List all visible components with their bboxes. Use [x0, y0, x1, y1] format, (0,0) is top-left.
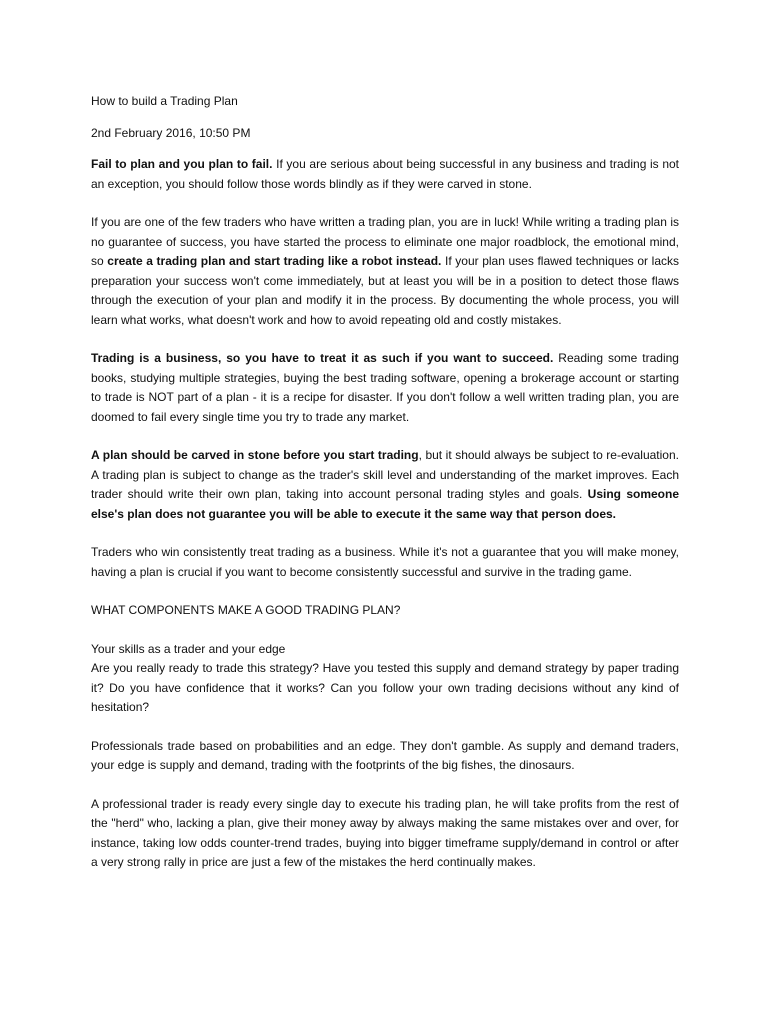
paragraph-4-bold-1: A plan should be carved in stone before you start trading	[91, 448, 419, 462]
paragraph-1	[91, 155, 679, 194]
paragraph-2-text-1: If you are one of the few traders who have written a trading plan, you are in luck! While writing a trading plan is no guarantee of success, you have started the process to eliminate one major roadblock, the emotional mind, so	[91, 215, 679, 268]
paragraph-4-text: , but it should always be subject to re-evaluation. A trading plan is subject to change as the trader's skill level and understanding of the market improves. Each trader should write their own plan, taking into account personal trading styles and goals.	[91, 448, 679, 501]
document-date: 2nd February 2016, 10:50 PM	[91, 125, 251, 140]
paragraph-1-text: If you are serious about being successful in any business and trading is not an exception, you should follow those words blindly as if they were carved in stone.	[91, 157, 679, 191]
paragraph-2	[91, 213, 679, 330]
section-heading: WHAT COMPONENTS MAKE A GOOD TRADING PLAN?	[91, 603, 401, 617]
paragraph-2-text-2: If your plan uses flawed techniques or lacks preparation your success won't come immediately, but at least you will be in a position to detect those flaws through the execution of your plan and modify it in the process. By documenting the whole process, you will learn what works, what doesn't work and how to avoid repeating old and costly mistakes.	[91, 254, 680, 327]
section-subheading: Your skills as a trader and your edge	[91, 641, 286, 656]
paragraph-3-text: Reading some trading books, studying multiple strategies, buying the best trading software, opening a brokerage account or starting to trade is NOT part of a plan - it is a recipe for disaster. If you don't follow a well written trading plan, you are doomed to fail every single time you try to trade any market.	[91, 351, 679, 424]
paragraph-5: Traders who win consistently treat trading as a business. While it's not a guarantee that you will make money, having a plan is crucial if you want to become consistently successful and survive in the trading game.	[91, 545, 679, 579]
paragraph-4	[91, 446, 679, 524]
paragraph-3-bold: Trading is a business, so you have to treat it as such if you want to succeed.	[91, 351, 554, 365]
paragraph-6: Are you really ready to trade this strategy? Have you tested this supply and demand strategy by paper trading it? Do you have confidence that it works? Can you follow your own trading decisions without any kind of hesitation?	[91, 661, 679, 714]
paragraph-8: A professional trader is ready every single day to execute his trading plan, he will take profits from the rest of the "herd" who, lacking a plan, give their money away by always making the same mistakes over and over, for instance, taking low odds counter-trend trades, buying into bigger timeframe supply/demand in control or after a very strong rally in price are just a few of the mistakes the herd continually makes.	[91, 796, 679, 869]
paragraph-1-bold: Fail to plan and you plan to fail.	[91, 157, 273, 171]
document-title: How to build a Trading Plan	[91, 94, 238, 108]
paragraph-7: Professionals trade based on probabilities and an edge. They don't gamble. As supply and demand traders, your edge is supply and demand, trading with the footprints of the big fishes, the dinosaurs.	[91, 738, 679, 772]
paragraph-4-bold-2: Using someone else's plan does not guarantee you will be able to execute it the same way that person does.	[91, 487, 680, 521]
document-body	[91, 92, 679, 892]
paragraph-2-bold: create a trading plan and start trading like a robot instead.	[107, 254, 442, 268]
paragraph-3	[91, 349, 679, 427]
